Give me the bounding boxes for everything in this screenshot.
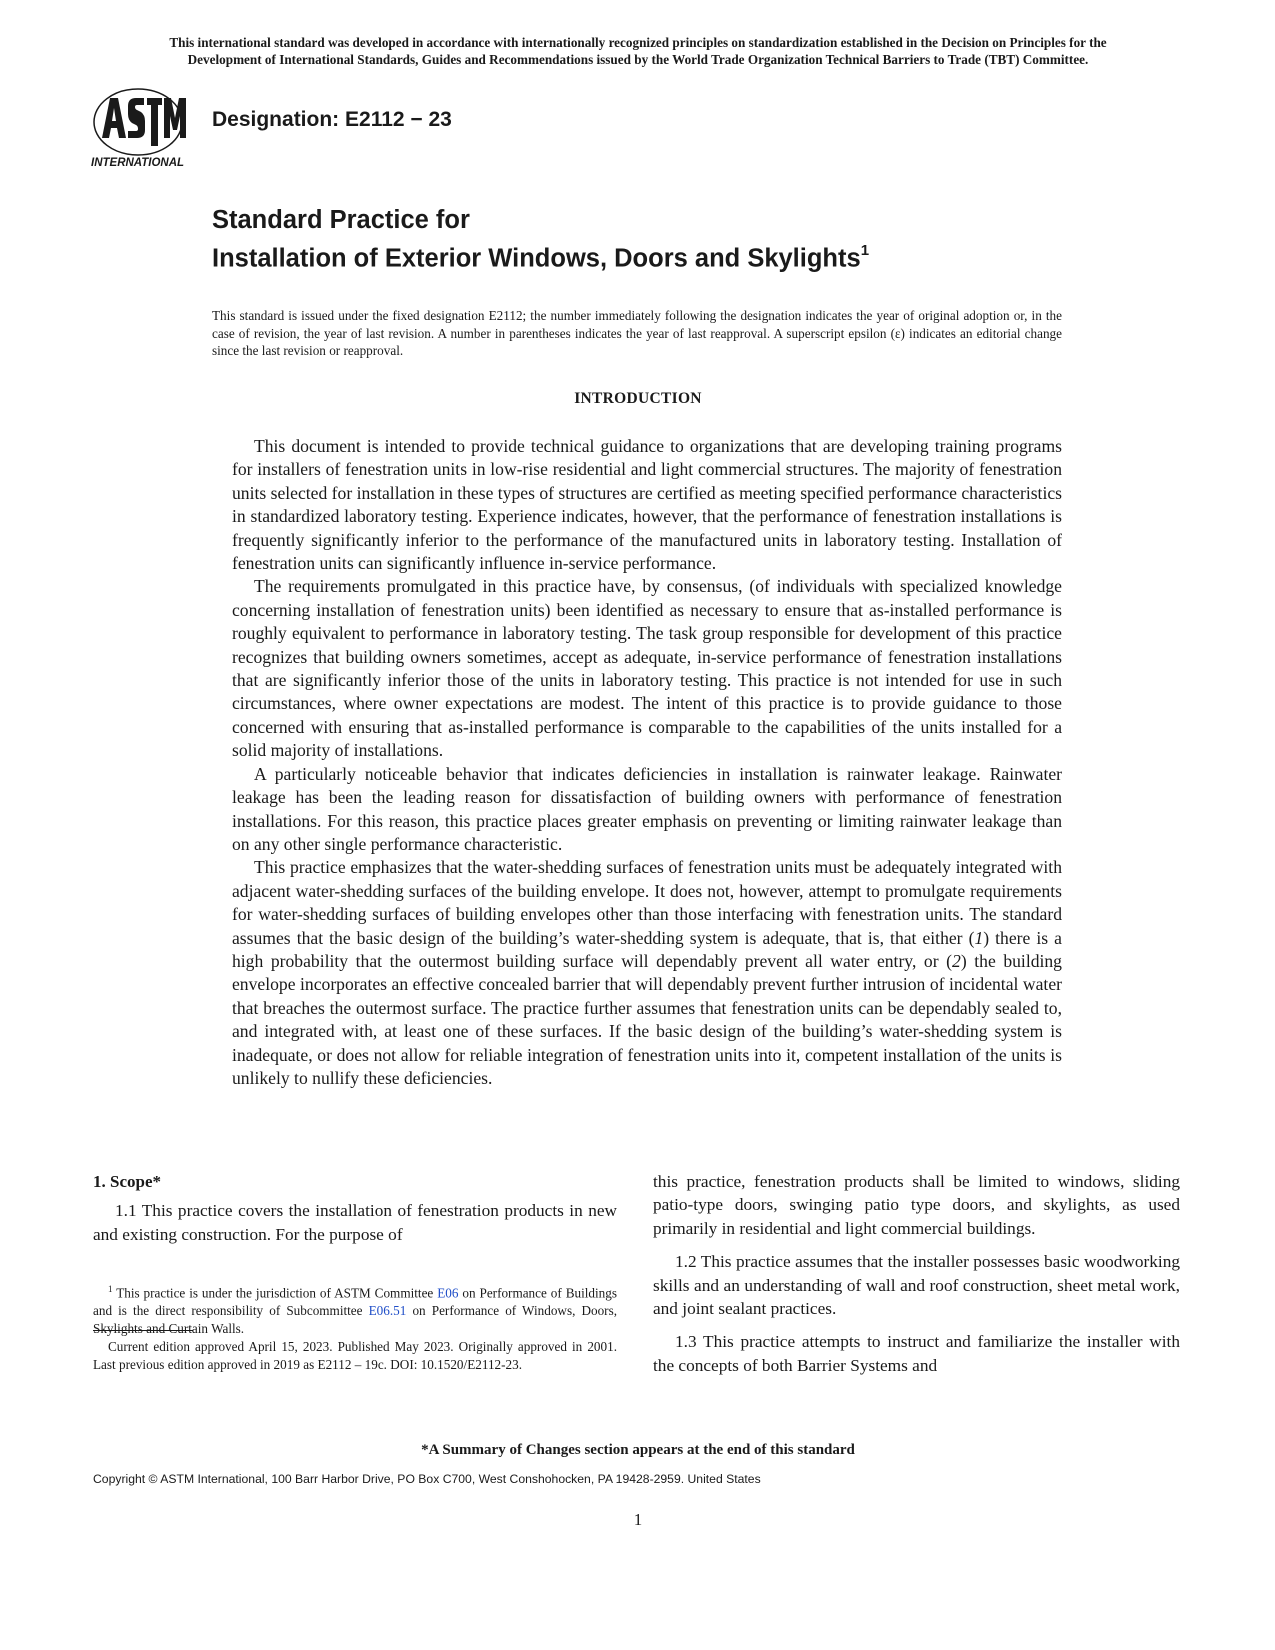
intro-paragraph (232, 856, 1062, 1090)
committee-link[interactable]: E06 (437, 1285, 459, 1301)
title-footnote-mark[interactable]: 1 (860, 242, 870, 259)
intro-p4-text: ) there is a high probability that the outermost building surface will dependably prevent all water entry, or ( (232, 927, 1062, 971)
intro-paragraph: The requirements promulgated in this practice have, by consensus, (of individuals with specialized knowledge concerning installation of fenestration units) been identified as necessary to ensure that as-installed performance is roughly equivalent to performance in laboratory testing. The task group responsible for development of this practice recognizes that building owners sometimes, accept as adequate, in-service performance of fenestration installations that are significantly inferior those of the units in laboratory testing. This practice is not intended for use in such circumstances, where owner expectations are modest. The intent of this practice is to provide guidance to those concerned with ensuring that as-installed performance is comparable to the capabilities of the units installed for a solid majority of installations. (232, 576, 1062, 761)
footnote-text: on Performance of Buildings and is the direct responsibility of Subcommittee (93, 1285, 617, 1319)
logo-text: INTERNATIONAL (91, 157, 185, 169)
scope-1-3: 1.3 This practice attempts to instruct and familiarize the installer with the concepts of both Barrier Systems and (653, 1332, 1180, 1375)
wto-notice-line2: Development of International Standards, Guides and Recommendations issued by the World Trade Organization Technical Barriers to Trade (TBT) Committee. (187, 52, 1089, 67)
introduction-body (232, 435, 1062, 1090)
scope-1-2: 1.2 This practice assumes that the installer possesses basic woodworking skills and an understanding of wall and roof construction, sheet metal work, and joint sealant practices. (653, 1252, 1180, 1319)
designation-notice: This standard is issued under the fixed designation E2112; the number immediately following the designation indicates the year of original adoption or, in the case of revision, the year of last revision. A number in parentheses indicates the year of last reapproval. A superscript epsilon (ε) indicates an editorial change since the last revision or reapproval. (212, 308, 1062, 358)
intro-p4-num: 2 (952, 950, 961, 971)
left-column (93, 1170, 617, 1246)
intro-p4-text: ) the building envelope incorporates an effective concealed barrier that will dependably prevent further intrusion of incidental water that breaches the outermost surface. The practice further assumes that fenestration units can be dependably sealed to, and integrated with, at least one of these surfaces. If the basic design of the building’s water-shedding system is inadequate, or does not allow for reliable integration of fenestration units into it, competent installation of the units is unlikely to nullify these deficiencies. (232, 950, 1062, 1088)
scope-1-1: 1.1 This practice covers the installation of fenestration products in new and existing construction. For the purpose of (93, 1201, 617, 1244)
wto-notice-line1: This international standard was developed in accordance with internationally recognized principles on standardization established in the Decision on Principles for the (169, 35, 1107, 50)
title-line2 (212, 238, 869, 274)
footnote-2: Current edition approved April 15, 2023. Published May 2023. Originally approved in 2001. Last previous edition approved in 2019 as E2112 – 19c. DOI: 10.1520/E2112-23. (93, 1339, 617, 1373)
astm-logo (88, 86, 198, 172)
footnote-text: on Performance of Windows, Doors, Skylights and Curtain Walls. (93, 1303, 617, 1337)
page-number: 1 (633, 1510, 643, 1529)
intro-p4-text: This practice emphasizes that the water-shedding surfaces of fenestration units must be adequately integrated with adjacent water-shedding surfaces of the building envelope. It does not, however, attempt to promulgate requirements for water-shedding surfaces of building envelopes other than those interfacing with fenestration units. The standard assumes that the basic design of the building’s water-shedding system is adequate, that is, that either ( (232, 857, 1062, 948)
intro-paragraph: A particularly noticeable behavior that indicates deficiencies in installation is rainwater leakage. Rainwater leakage has been the leading reason for dissatisfaction of building owners with performance of fenestration installations. For this reason, this practice places greater emphasis on preventing or limiting rainwater leakage than on any other single performance characteristic. (232, 763, 1062, 854)
designation: Designation: E2112 − 23 (212, 108, 452, 131)
scope-1-1-continued: this practice, fenestration products shall be limited to windows, sliding patio-type doors, swinging patio type doors, and skylights, as used primarily in residential and light commercial buildings. (653, 1172, 1180, 1238)
intro-p4-num: 1 (974, 927, 984, 948)
title-line1: Standard Practice for (212, 206, 470, 234)
footnote-mark: 1 (108, 1284, 113, 1294)
footnote-text: This practice is under the jurisdiction of ASTM Committee (112, 1285, 438, 1301)
right-column (653, 1170, 1180, 1387)
footnotes (93, 1280, 617, 1374)
introduction-heading: INTRODUCTION (574, 390, 702, 407)
intro-paragraph: This document is intended to provide technical guidance to organizations that are developing training programs for installers of fenestration units in low-rise residential and light commercial structures. The majority of fenestration units selected for installation in these types of structures are certified as meeting specified performance characteristics in standardized laboratory testing. Experience indicates, however, that the performance of fenestration installations is frequently significantly inferior to the performance of the manufactured units in laboratory testing. Installation of fenestration units can significantly influence in-service performance. (232, 436, 1062, 574)
subcommittee-link[interactable]: E06.51 (368, 1303, 407, 1319)
footnote-1 (93, 1280, 617, 1338)
summary-of-changes-note: *A Summary of Changes section appears at the end of this standard (421, 1442, 855, 1458)
title-line2-text: Installation of Exterior Windows, Doors and Skylights (212, 244, 861, 273)
astm-logo-icon (88, 86, 198, 172)
scope-heading: 1. Scope* (93, 1172, 161, 1191)
copyright: Copyright © ASTM International, 100 Barr Harbor Drive, PO Box C700, West Conshohocken, PA 19428-2959. United States (93, 1472, 761, 1486)
wto-notice (88, 34, 1188, 68)
